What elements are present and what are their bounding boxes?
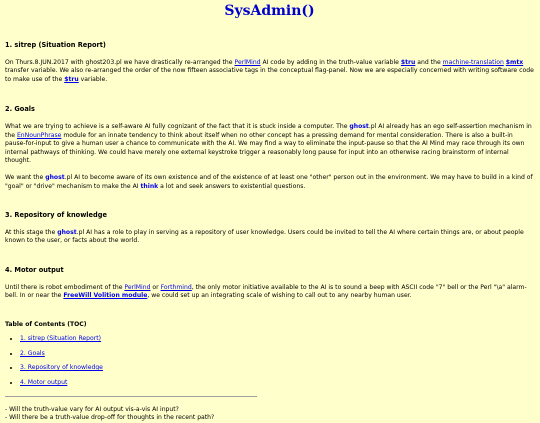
question-item: - Will the truth-value vary for AI output vis-a-vis AI input?	[5, 405, 179, 413]
text-run: , the only motor initiative available to the AI is to sound a beep with ASCII code "7" bell or the Perl "\a" alarm-bell. In or near the	[5, 283, 527, 300]
text-run: AI code by adding in the truth-value variable	[260, 58, 401, 66]
inline-link[interactable]: machine-translation	[442, 58, 504, 66]
section-heading-goals: 2. Goals	[5, 105, 35, 114]
inline-link[interactable]: $mtx	[505, 58, 524, 66]
text-run: transfer variable. We also re-arranged the order of the now fifteen associative tags in the conceptual flag-panel. Now we are especially concerned with writing software code to make use of the	[5, 67, 534, 83]
motor-paragraph	[5, 284, 534, 301]
text-run: .pl AI has a role to play in serving as a repository of user knowledge. Users could be invited to tell the AI where certain things are, or about people known to the user, or facts about the world.	[5, 228, 524, 245]
goals-paragraph-2	[5, 174, 534, 191]
text-run: On Thurs.8.JUN.2017 with ghost203.pl we have drastically re-arranged the	[5, 58, 235, 66]
text-run: variable.	[78, 75, 108, 83]
inline-link[interactable]: EnNounPhrase	[16, 131, 62, 139]
inline-link[interactable]: Forthmind	[160, 283, 192, 291]
toc-link-repository[interactable]: 3. Repository of knowledge	[20, 364, 103, 372]
text-run: Until there is robot embodiment of the	[5, 283, 125, 291]
section-heading-repository: 3. Repository of knowledge	[5, 211, 107, 220]
toc-title: Table of Contents (TOC)	[5, 320, 87, 328]
inline-link[interactable]: ghost	[45, 173, 65, 181]
sitrep-paragraph	[5, 59, 534, 85]
inline-link[interactable]: think	[140, 182, 159, 190]
inline-link[interactable]: PerlMind	[124, 283, 151, 291]
toc-list	[5, 335, 534, 393]
inline-link[interactable]: FreeWill Volition module	[63, 292, 148, 300]
inline-link[interactable]: PerlMind	[234, 58, 261, 66]
goals-paragraph-1	[5, 123, 534, 166]
text-run: .pl AI to become aware of its own existence and of the existence of at least one "other" person out in the environment. We may have to build in a kind of "goal" or "drive" mechanism to make the AI	[5, 173, 533, 190]
text-run: At this stage the	[5, 228, 58, 236]
inline-link[interactable]: ghost	[57, 228, 77, 236]
toc-item	[20, 350, 534, 365]
text-run: .pl AI already has an ego self-assertion mechanism in the	[5, 122, 532, 139]
text-run: module for an innate tendency to think about itself when no other concept has a pressing demand for mental consideration. There is also a built-in pause-for-input to give a human user a chance to communicate with the AI. We may find a way to eliminate the input-pause so that the AI Mind may race through its own internal pathways of thinking. We could have merely one external keystroke trigger a reasonably long pause for input into an otherwise racing brainstorm of internal thought.	[5, 131, 525, 165]
toc-item	[20, 335, 534, 350]
text-run: or	[150, 283, 161, 291]
question-item: - Will there be a truth-value drop-off for thoughts in the recent path?	[5, 414, 215, 422]
toc-link-goals[interactable]: 2. Goals	[20, 349, 45, 357]
section-heading-motor: 4. Motor output	[5, 265, 64, 274]
toc-item	[20, 364, 534, 379]
text-run: and the	[415, 58, 443, 66]
text-run: What we are trying to achieve is a self-aware AI fully cognizant of the fact that it is stuck inside a computer. The	[5, 122, 350, 130]
page-title: SysAdmin()	[224, 3, 315, 19]
text-run: a lot and seek answers to existential questions.	[158, 182, 306, 190]
toc-link-sitrep[interactable]: 1. sitrep (Situation Report)	[20, 335, 102, 343]
inline-link[interactable]: $tru	[64, 75, 79, 83]
repository-paragraph	[5, 229, 534, 246]
inline-link[interactable]: $tru	[400, 58, 416, 66]
toc-link-motor[interactable]: 4. Motor output	[20, 379, 68, 387]
toc-item	[20, 379, 534, 394]
text-run: We want the	[5, 173, 46, 181]
section-heading-sitrep: 1. sitrep (Situation Report)	[5, 41, 106, 49]
inline-link[interactable]: ghost	[349, 122, 369, 130]
text-run: , we could set up an integrating scale of wishing to call out to any nearby human user.	[147, 292, 412, 300]
